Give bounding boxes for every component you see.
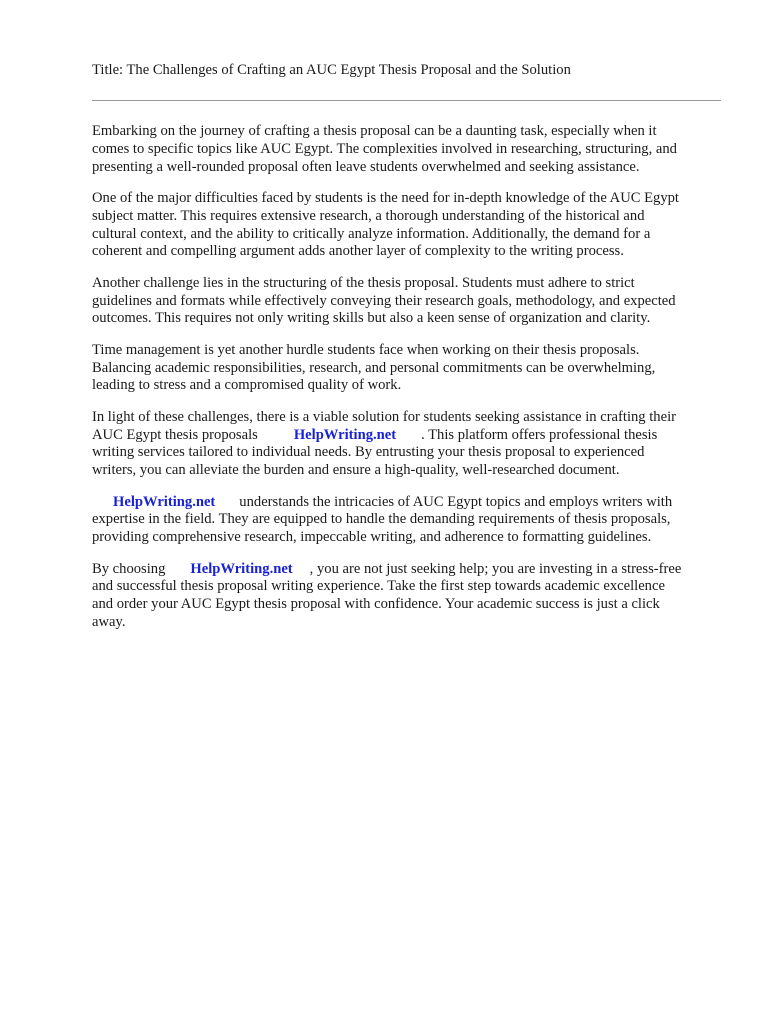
text-line: subject matter. This requires extensive research, a thorough understanding of the historical and: [92, 207, 645, 224]
helpwriting-link[interactable]: HelpWriting.net: [113, 493, 216, 510]
text-line: expertise in the field. They are equipped to handle the demanding requirements of thesis proposals,: [92, 511, 671, 528]
paragraph-expertise: [92, 494, 724, 547]
paragraph-conclusion: [92, 561, 724, 632]
text-line: Balancing academic responsibilities, research, and personal commitments can be overwhelming,: [92, 359, 656, 376]
text-line: and order your AUC Egypt thesis proposal with confidence. Your academic success is just a click: [92, 596, 660, 613]
text-line: Another challenge lies in the structuring of the thesis proposal. Students must adhere to strict: [92, 274, 635, 291]
text-fragment: AUC Egypt thesis proposals: [92, 426, 258, 443]
text-line: Time management is yet another hurdle students face when working on their thesis proposals.: [92, 341, 640, 358]
helpwriting-link[interactable]: HelpWriting.net: [293, 426, 397, 443]
text-line: leading to stress and a compromised quality of work.: [92, 377, 402, 394]
text-line: away.: [92, 613, 126, 630]
text-line: providing comprehensive research, impeccable writing, and adherence to formatting guidelines.: [92, 529, 652, 546]
text-line: cultural context, and the ability to critically analyze information. Additionally, the demand for a: [92, 225, 651, 242]
text-line: writers, you can alleviate the burden and ensure a high-quality, well-researched document.: [92, 462, 620, 479]
text-fragment: understands the intricacies of AUC Egypt topics and employs writers with: [239, 493, 673, 510]
paragraph-intro: [92, 123, 724, 176]
paragraph-knowledge: [92, 190, 724, 261]
text-line: coherent and compelling argument adds another layer of complexity to the writing process.: [92, 243, 624, 260]
paragraph-solution: [92, 409, 724, 480]
text-line: writing services tailored to individual needs. By entrusting your thesis proposal to experienced: [92, 444, 645, 461]
text-line: comes to specific topics like AUC Egypt. The complexities involved in researching, structuring, and: [92, 140, 677, 157]
text-line: presenting a well-rounded proposal often leave students overwhelmed and seeking assistance.: [92, 158, 640, 175]
text-line: In light of these challenges, there is a viable solution for students seeking assistance in crafting their: [92, 408, 676, 425]
paragraph-time-management: [92, 342, 724, 395]
text-line: guidelines and formats while effectively conveying their research goals, methodology, and expected: [92, 292, 676, 309]
helpwriting-link[interactable]: HelpWriting.net: [190, 560, 293, 577]
document-body: [92, 123, 724, 645]
paragraph-structure: [92, 275, 724, 328]
text-line: One of the major difficulties faced by students is the need for in-depth knowledge of the AUC Egypt: [92, 189, 679, 206]
title-divider: [92, 100, 721, 101]
document-title: Title: The Challenges of Crafting an AUC Egypt Thesis Proposal and the Solution: [92, 62, 571, 78]
text-line: and successful thesis proposal writing experience. Take the first step towards academic excellence: [92, 578, 665, 595]
text-fragment: By choosing: [92, 560, 166, 577]
text-line: outcomes. This requires not only writing skills but also a keen sense of organization and clarity.: [92, 310, 651, 327]
text-line: Embarking on the journey of crafting a thesis proposal can be a daunting task, especially when it: [92, 123, 657, 139]
text-fragment: . This platform offers professional thesis: [421, 426, 658, 443]
text-fragment: , you are not just seeking help; you are investing in a stress-free: [309, 560, 682, 577]
